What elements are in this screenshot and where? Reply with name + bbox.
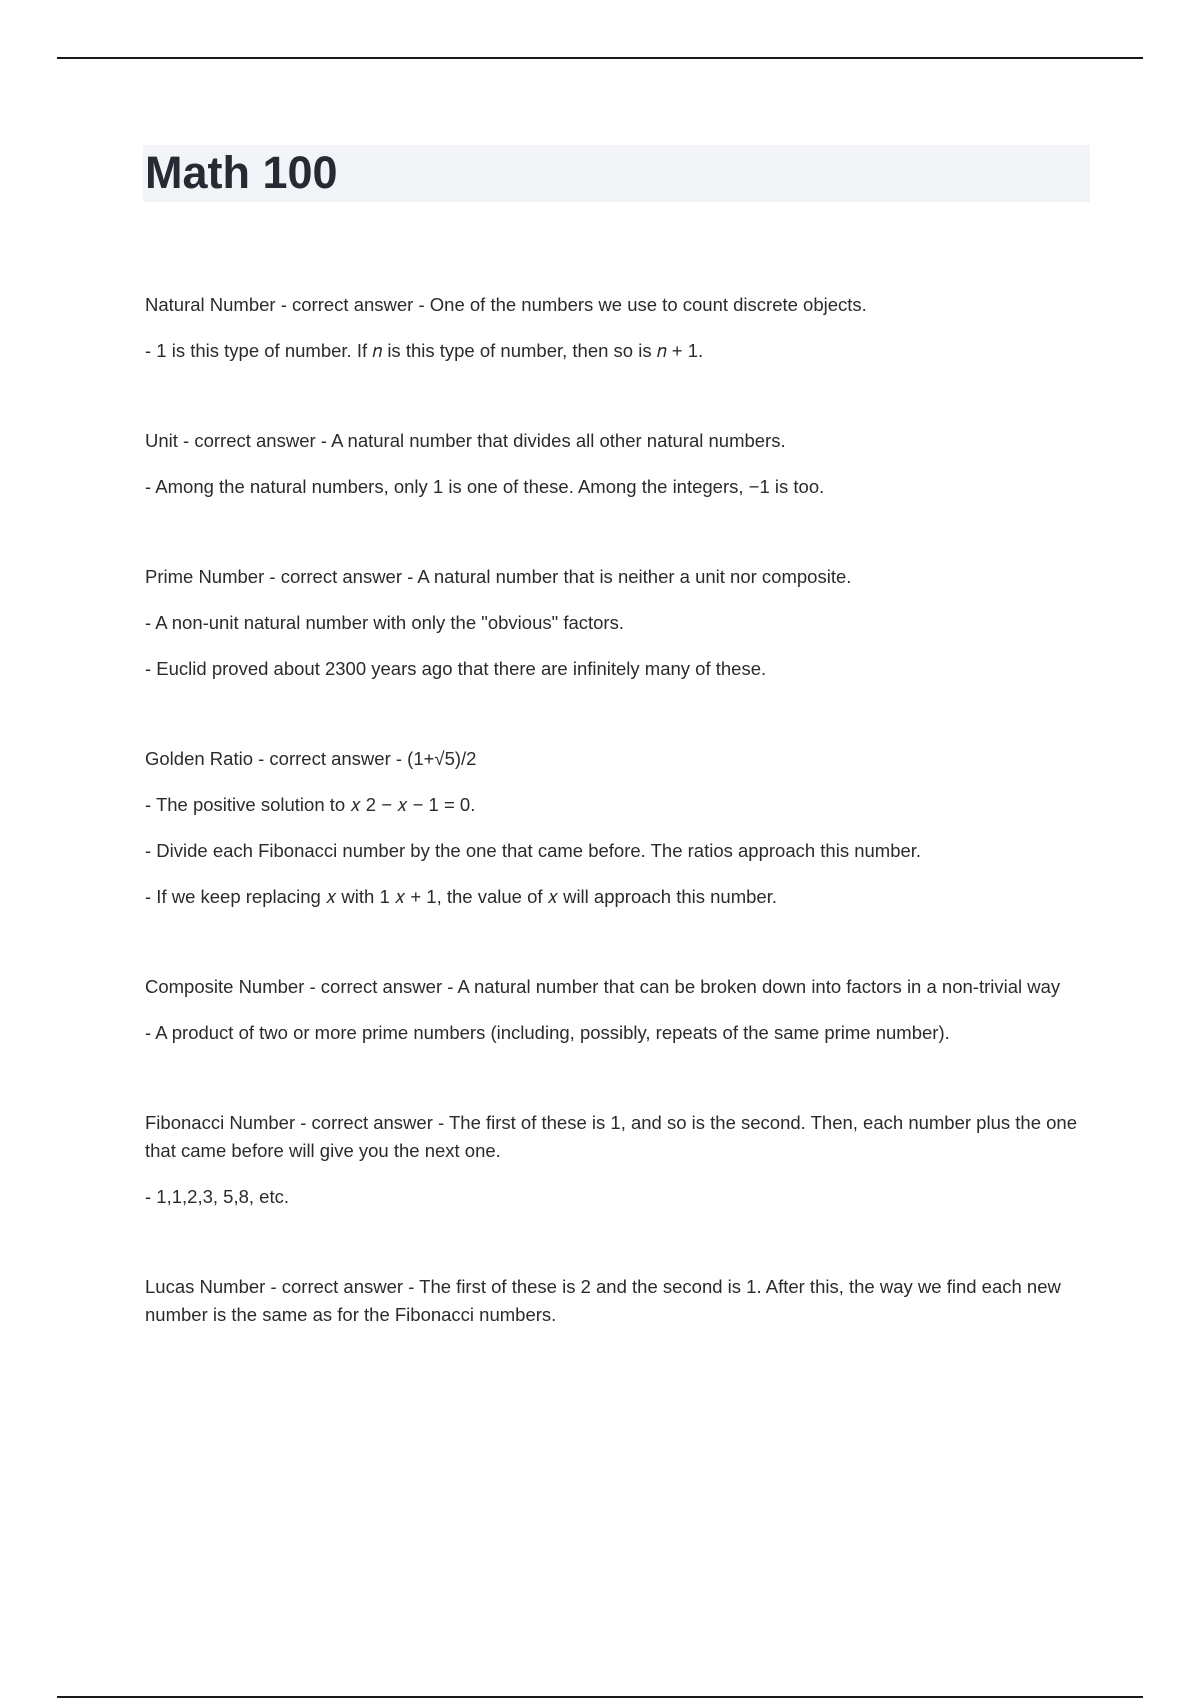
entry-prime-number: [145, 563, 1090, 683]
title-banner: [143, 145, 1090, 202]
entry-fibonacci-number: [145, 1109, 1090, 1211]
entry-composite-number: [145, 973, 1090, 1047]
entry-note: - Among the natural numbers, only 1 is one of these. Among the integers, −1 is too.: [145, 476, 825, 497]
entry-definition: Golden Ratio - correct answer - (1+√5)/2: [145, 748, 477, 769]
entry-note: - The positive solution to 𝑥 2 − 𝑥 − 1 = 0.: [145, 794, 476, 815]
entry-note: - 1,1,2,3, 5,8, etc.: [145, 1186, 289, 1207]
entry-note: - A product of two or more prime numbers (including, possibly, repeats of the same prime number).: [145, 1022, 950, 1043]
bottom-rule: [57, 1696, 1143, 1698]
entry-definition: Composite Number - correct answer - A natural number that can be broken down into factors in a non-trivial way: [145, 976, 1061, 997]
entry-definition: Natural Number - correct answer - One of the numbers we use to count discrete objects.: [145, 294, 867, 315]
entry-golden-ratio: [145, 745, 1090, 911]
entry-lucas-number: [145, 1273, 1090, 1329]
entry-natural-number: [145, 291, 1090, 365]
entry-definition: Fibonacci Number - correct answer - The first of these is 1, and so is the second. Then, each number plus the one that came before will give you the next one.: [145, 1112, 1077, 1161]
entry-note: - 1 is this type of number. If 𝑛 is this type of number, then so is 𝑛 + 1.: [145, 340, 704, 361]
entry-unit: [145, 427, 1090, 501]
entry-definition: Prime Number - correct answer - A natural number that is neither a unit nor composite.: [145, 566, 852, 587]
flashcard-list: [145, 291, 1090, 1391]
entry-note: - A non-unit natural number with only the "obvious" factors.: [145, 612, 624, 633]
entry-note: - Divide each Fibonacci number by the one that came before. The ratios approach this number.: [145, 840, 922, 861]
top-rule: [57, 57, 1143, 59]
entry-definition: Unit - correct answer - A natural number that divides all other natural numbers.: [145, 430, 786, 451]
entry-definition: Lucas Number - correct answer - The first of these is 2 and the second is 1. After this, the way we find each new number is the same as for the Fibonacci numbers.: [145, 1276, 1061, 1325]
entry-note: - Euclid proved about 2300 years ago that there are infinitely many of these.: [145, 658, 767, 679]
page-title: Math 100: [145, 147, 338, 198]
entry-note: - If we keep replacing 𝑥 with 1 𝑥 + 1, the value of 𝑥 will approach this number.: [145, 886, 777, 907]
